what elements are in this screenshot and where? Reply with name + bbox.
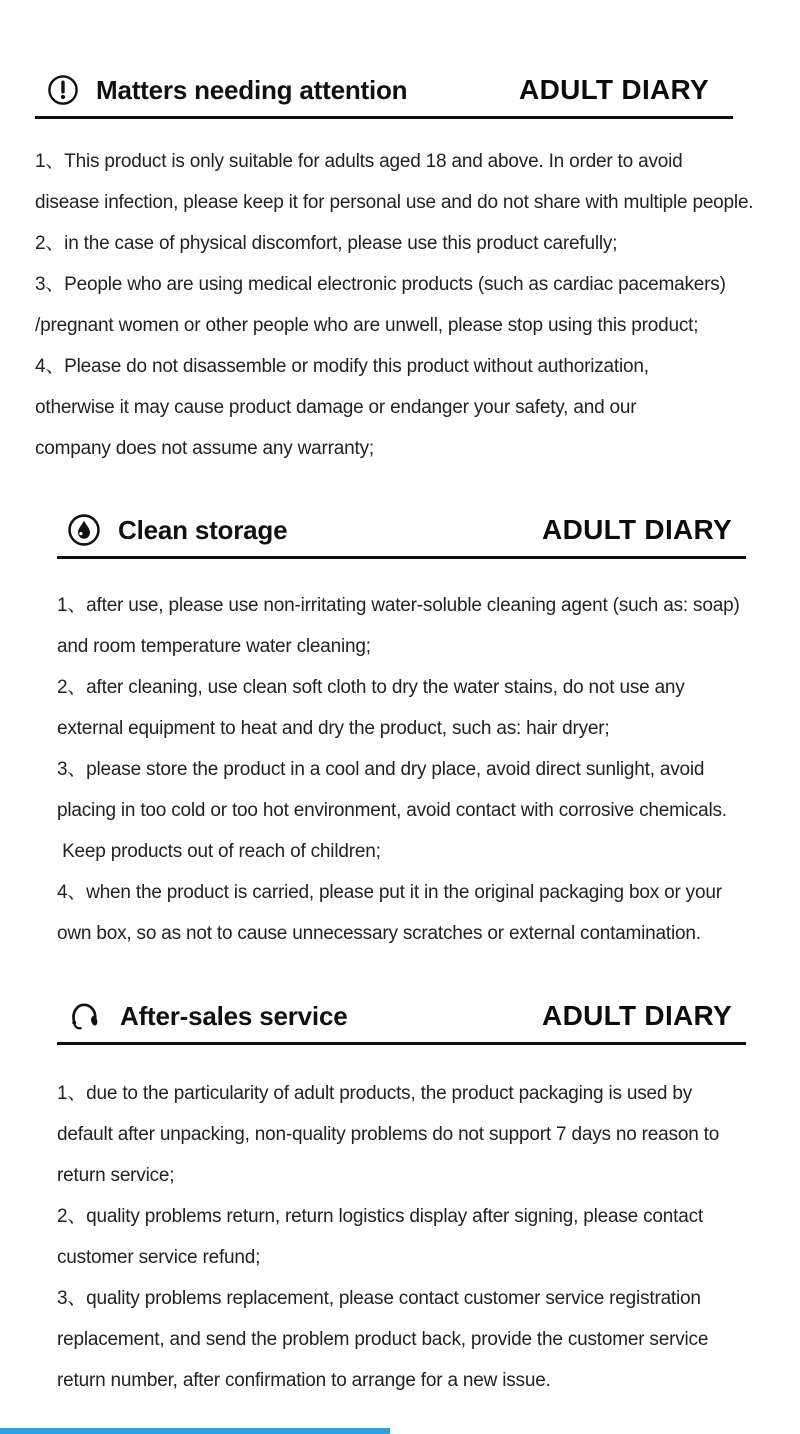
text-line: /pregnant women or other people who are unwell, please stop using this product;: [35, 315, 699, 336]
section-title: Clean storage: [118, 514, 288, 545]
text-line: otherwise it may cause product damage or endanger your safety, and our: [35, 397, 637, 418]
text-line: company does not assume any warranty;: [35, 438, 374, 459]
after-sales-header: [57, 994, 746, 1038]
text-line: 1、due to the particularity of adult products, the product packaging is used by: [57, 1083, 693, 1104]
section-clean-storage: [57, 508, 746, 954]
text-line: 3、People who are using medical electronic products (such as cardiac pacemakers): [35, 274, 726, 295]
text-line: 2、after cleaning, use clean soft cloth to dry the water stains, do not use any: [57, 677, 685, 698]
text-line: Keep products out of reach of children;: [57, 841, 381, 862]
header-divider: [57, 556, 746, 559]
headset-icon: [65, 998, 103, 1034]
clean-storage-body: [57, 585, 746, 954]
text-line: customer service refund;: [57, 1247, 261, 1268]
section-title: Matters needing attention: [96, 74, 408, 105]
text-line: 1、This product is only suitable for adults aged 18 and above. In order to avoid: [35, 151, 683, 172]
text-line: 2、quality problems return, return logistics display after signing, please contact: [57, 1206, 703, 1227]
section-attention: [35, 68, 754, 469]
brand-logo: ADULT DIARY: [542, 514, 732, 545]
header-divider: [35, 116, 733, 119]
text-line: return service;: [57, 1165, 175, 1186]
brand-logo: ADULT DIARY: [519, 74, 709, 105]
text-line: 4、Please do not disassemble or modify this product without authorization,: [35, 356, 649, 377]
attention-body: [35, 141, 754, 469]
text-line: own box, so as not to cause unnecessary scratches or external contamination.: [57, 923, 701, 944]
bottom-accent-strip: [0, 1428, 390, 1434]
text-line: replacement, and send the problem product back, provide the customer service: [57, 1329, 709, 1350]
text-line: placing in too cold or too hot environment, avoid contact with corrosive chemicals.: [57, 800, 727, 821]
section-after-sales: [57, 994, 746, 1401]
text-line: 2、in the case of physical discomfort, please use this product carefully;: [35, 233, 618, 254]
text-line: 3、quality problems replacement, please contact customer service registration: [57, 1288, 701, 1309]
text-line: return number, after confirmation to arrange for a new issue.: [57, 1370, 551, 1391]
text-line: external equipment to heat and dry the product, such as: hair dryer;: [57, 718, 610, 739]
section-title: After-sales service: [120, 1000, 348, 1031]
water-drop-circle-icon: [67, 513, 101, 547]
exclamation-circle-icon: [47, 74, 79, 106]
text-line: 3、please store the product in a cool and dry place, avoid direct sunlight, avoid: [57, 759, 705, 780]
clean-storage-header: [57, 508, 746, 552]
brand-logo: ADULT DIARY: [542, 1000, 732, 1031]
text-line: default after unpacking, non-quality problems do not support 7 days no reason to: [57, 1124, 720, 1145]
header-divider: [57, 1042, 746, 1045]
attention-header: [35, 68, 733, 112]
text-line: and room temperature water cleaning;: [57, 636, 371, 657]
text-line: 1、after use, please use non-irritating water-soluble cleaning agent (such as: soap): [57, 595, 740, 616]
text-line: disease infection, please keep it for personal use and do not share with multiple people.: [35, 192, 754, 213]
after-sales-body: [57, 1073, 746, 1401]
text-line: 4、when the product is carried, please put it in the original packaging box or your: [57, 882, 722, 903]
